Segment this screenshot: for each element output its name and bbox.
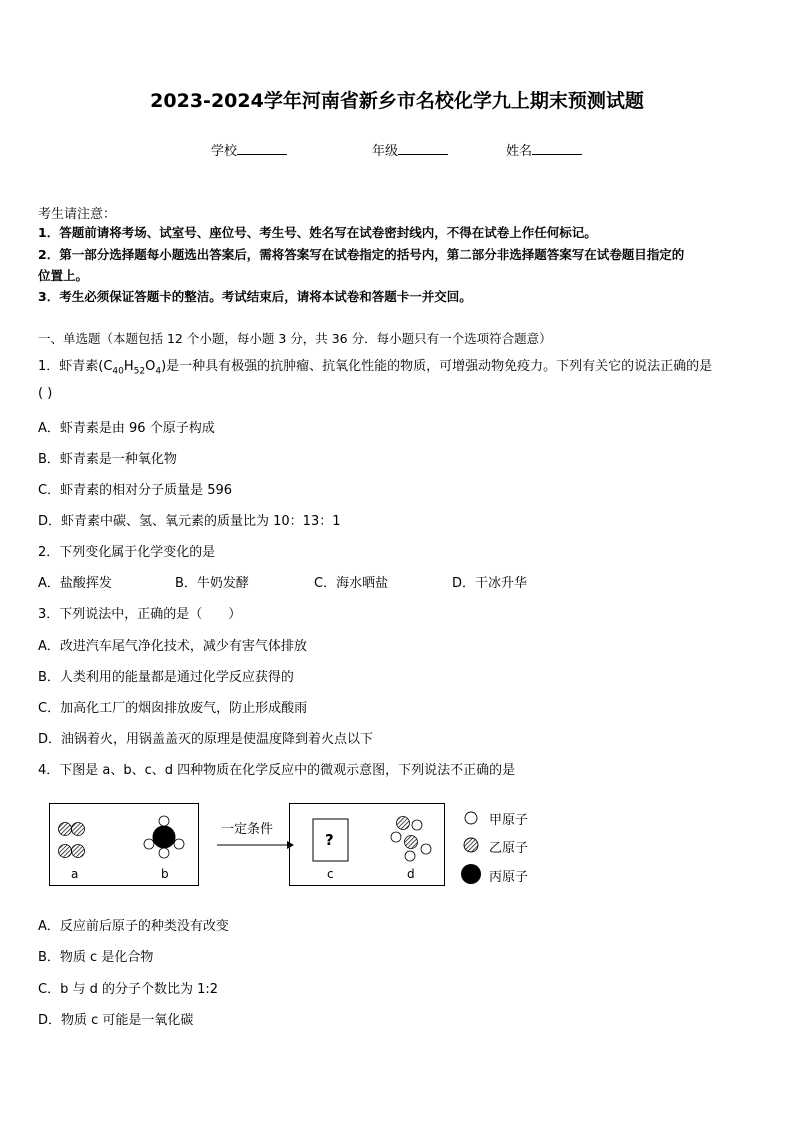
q2-option-c[interactable]: C．海水晒盐 [314,576,389,591]
atom-yi [397,817,410,830]
q3-option-c[interactable]: C．加高化工厂的烟囱排放废气，防止形成酸雨 [38,701,308,716]
reaction-diagram [49,803,539,889]
q2-option-b[interactable]: B．牛奶发酵 [175,576,249,591]
q1-answer-paren: ( ) [38,386,53,401]
atom-jia [412,820,422,830]
molecule-a-group [59,823,85,858]
q2-stem: 2．下列变化属于化学变化的是 [38,545,216,560]
label-a: a [71,867,79,881]
atom-jia [405,851,415,861]
legend-yi-label: 乙原子 [489,841,529,856]
q4-stem: 4．下图是 a、b、c、d 四种物质在化学反应中的微观示意图，下列说法不正确的是 [38,763,516,778]
atom-jia [174,839,184,849]
q1-stem [38,355,712,377]
grade-blank[interactable] [398,141,448,155]
school-field[interactable] [211,140,287,159]
atom-bing [153,826,175,848]
q1-option-a[interactable]: A．虾青素是由 96 个原子构成 [38,421,215,436]
atom-jia [159,816,169,826]
q3-option-d[interactable]: D．油锅着火，用锅盖盖灭的原理是使温度降到着火点以下 [38,732,374,747]
legend-bing-label: 丙原子 [489,870,529,885]
legend-bing-atom [461,864,481,884]
reaction-diagram-svg [49,803,539,889]
q1-h: H [123,359,134,374]
notice-item-1: 1．答题前请将考场、试室号、座位号、考生号、姓名写在试卷密封线内，不得在试卷上作任何标记。 [38,225,597,240]
label-c: c [327,867,334,881]
q1-stem-suffix: )是一种具有极强的抗肿瘤、抗氧化性能的物质，可增强动物免疫力。下列有关它的说法正确的是 [161,359,713,374]
condition-label: 一定条件 [221,822,274,837]
atom-yi [59,845,72,858]
reaction-arrowhead [287,841,294,849]
q4-option-c[interactable]: C．b 与 d 的分子个数比为 1:2 [38,982,219,997]
legend-jia-label: 甲原子 [489,813,529,828]
atom-jia [391,832,401,842]
q4-option-b[interactable]: B．物质 c 是化合物 [38,950,154,965]
q4-option-d[interactable]: D．物质 c 可能是一氧化碳 [38,1013,194,1028]
atom-jia [144,839,154,849]
notice-item-2-cont: 位置上。 [38,268,89,283]
q3-stem: 3．下列说法中，正确的是（ ） [38,607,242,622]
school-label: 学校 [211,144,238,159]
atom-jia [159,848,169,858]
name-label: 姓名 [506,144,533,159]
q3-option-a[interactable]: A．改进汽车尾气净化技术，减少有害气体排放 [38,639,307,654]
q2-option-a[interactable]: A．盐酸挥发 [38,576,112,591]
atom-yi [405,836,418,849]
name-field[interactable] [506,140,582,159]
section-heading: 一、单选题（本题包括 12 个小题，每小题 3 分，共 36 分．每小题只有一个选项符合题意） [38,331,552,346]
molecule-b-group [144,816,184,858]
unknown-mark: ? [325,831,334,849]
name-blank[interactable] [532,141,582,155]
atom-yi [59,823,72,836]
label-b: b [161,867,169,881]
q1-sub-o: 4 [155,366,162,377]
q2-option-d[interactable]: D．干冰升华 [452,576,528,591]
q1-stem-prefix: 1．虾青素(C [38,359,113,374]
q1-option-c[interactable]: C．虾青素的相对分子质量是 596 [38,483,233,498]
atom-jia [421,844,431,854]
legend-jia-atom [465,812,477,824]
q1-o: O [145,359,156,374]
school-blank[interactable] [237,141,287,155]
notice-item-3: 3．考生必须保证答题卡的整洁。考试结束后，请将本试卷和答题卡一并交回。 [38,289,472,304]
notice-item-2: 2．第一部分选择题每小题选出答案后，需将答案写在试卷指定的括号内，第二部分非选择题答案写在试卷题目指定的 [38,247,685,262]
q4-option-a[interactable]: A．反应前后原子的种类没有改变 [38,919,229,934]
label-d: d [407,867,415,881]
q1-sub-h: 52 [133,366,146,377]
exam-title: 2023-2024学年河南省新乡市名校化学九上期末预测试题 [150,90,644,112]
q1-option-b[interactable]: B．虾青素是一种氧化物 [38,452,177,467]
notice-heading: 考生请注意： [38,207,117,222]
q3-option-b[interactable]: B．人类利用的能量都是通过化学反应获得的 [38,670,294,685]
q1-sub-c: 40 [112,366,124,377]
atom-yi [72,845,85,858]
q1-option-d[interactable]: D．虾青素中碳、氢、氧元素的质量比为 10：13：1 [38,514,341,529]
molecule-d-group [391,817,431,862]
grade-field[interactable] [372,140,448,159]
grade-label: 年级 [372,144,399,159]
atom-yi [72,823,85,836]
legend-yi-atom [464,838,478,852]
